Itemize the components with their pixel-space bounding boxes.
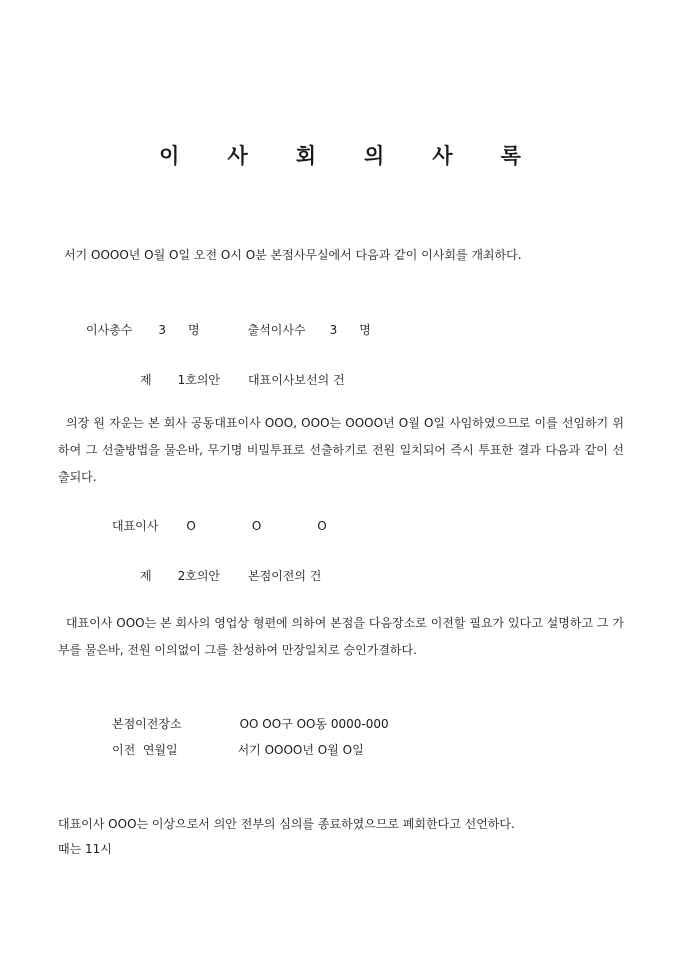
- relocation-place-label: 본점이전장소: [112, 717, 182, 731]
- representative-name: O: [186, 519, 196, 533]
- agenda1-number: 1호의안: [177, 373, 221, 387]
- relocation-date-value: 서기 OOOO년 O월 O일: [237, 743, 364, 757]
- agenda2-prefix: 제: [140, 569, 152, 583]
- agenda2-number: 2호의안: [177, 569, 221, 583]
- agenda1-subject: 대표이사보선의 건: [248, 373, 345, 387]
- title-char: 회: [295, 144, 316, 168]
- title-char: 사: [432, 144, 453, 168]
- representatives-row: [112, 517, 327, 534]
- document-title: [0, 140, 680, 170]
- title-char: 사: [227, 144, 248, 168]
- representative-name: O: [317, 519, 327, 533]
- title-char: 이: [159, 144, 180, 168]
- total-directors-value: 3: [158, 323, 167, 337]
- relocation-place-value: OO OO구 OO동 0000-000: [239, 717, 389, 731]
- agenda2-subject: 본점이전의 건: [248, 569, 322, 583]
- agenda1-body-text: 의장 원 자운는 본 회사 공동대표이사 OOO, OOO는 OOOO년 O월 O일 사임하였으므로 이를 선임하기 위하여 그 선출방법을 물은바, 무기명 비밀투표로 선출하기로 전원 일치되어 즉시 투표한 결과 다음과 같이 선출되다.: [58, 416, 624, 484]
- opening-statement: 서기 OOOO년 O월 O일 오전 O시 O분 본점사무실에서 다음과 같이 이사회를 개최하다.: [64, 248, 522, 262]
- agenda2-heading: [140, 567, 321, 584]
- present-directors-unit: 명: [359, 323, 371, 337]
- agenda1-prefix: 제: [140, 373, 152, 387]
- title-char: 의: [364, 144, 385, 168]
- total-directors-label: 이사총수: [86, 323, 133, 337]
- agenda2-body: [58, 610, 624, 664]
- title-char: 록: [500, 144, 521, 168]
- representative-name: O: [251, 519, 262, 533]
- agenda1-heading: [140, 371, 345, 388]
- relocation-date-row: [112, 741, 364, 758]
- total-directors-unit: 명: [188, 323, 200, 337]
- closing-statement: 대표이사 OOO는 이상으로서 의안 전부의 심의를 종료하였으므로 폐회한다고 선언하다.: [58, 817, 515, 831]
- relocation-date-label: 이전 연월일: [112, 743, 178, 757]
- present-directors-value: 3: [329, 323, 338, 337]
- relocation-place-row: [112, 715, 389, 732]
- representatives-label: 대표이사: [112, 519, 159, 533]
- agenda1-body: [58, 410, 624, 491]
- present-directors-label: 출석이사수: [247, 323, 306, 337]
- attendance-row: [86, 321, 371, 338]
- agenda2-body-text: 대표이사 OOO는 본 회사의 영업상 형편에 의하여 본점을 다음장소로 이전할 필요가 있다고 설명하고 그 가부를 물은바, 전원 이의없이 그를 찬성하여 만장일치로 승인가결하다.: [58, 616, 624, 657]
- closing-time: 때는 11시: [58, 842, 112, 856]
